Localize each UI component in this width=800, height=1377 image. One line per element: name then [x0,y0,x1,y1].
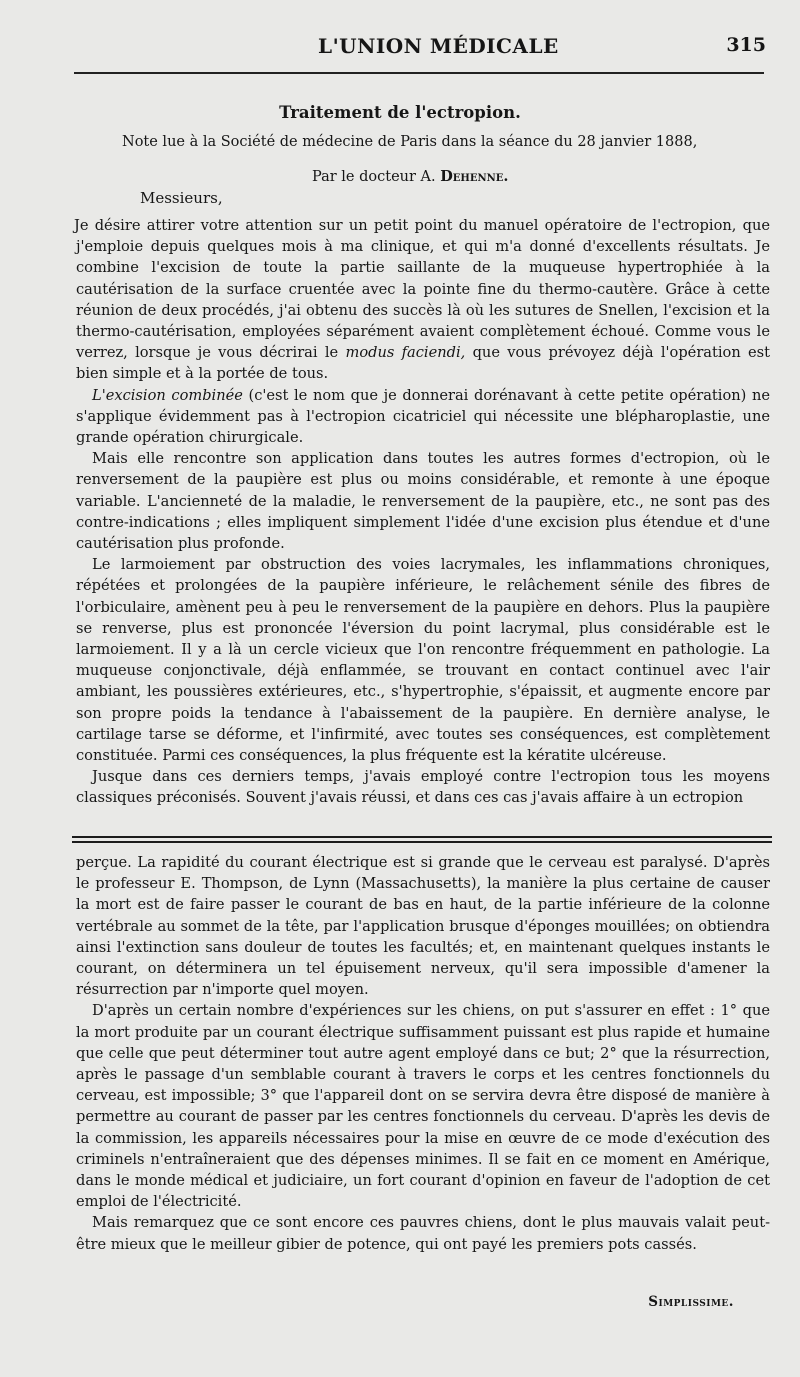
paragraph: Jusque dans ces derniers temps, j'avais employé contre l'ectropion tous les moyens classiques préconisés. Souvent j'avais réussi, et dans ces cas j'avais affaire à un ectropion [76,768,770,807]
paragraph: D'après un certain nombre d'expériences sur les chiens, on put s'assurer en effet : 1° que la mort produite par un courant électrique suffisamment puissant est plus rapide et humaine que celle que peut déterminer tout autre agent employé dans ce but; 2° que la résurrection, après le passage d'un semblable courant à travers le corps et les centres fonctionnels du cerveau, est impossible; 3° que l'appareil dont on se servira devra être disposé de manière à permettre au courant de passer par les centres fonctionnels du cerveau. D'après les devis de la commission, les appareils nécessaires pour la mise en œuvre de ce mode d'exécution des criminels n'entraîneraient que des dépenses minimes. Il se fait en ce moment en Amérique, dans le monde médical et judiciaire, un fort courant d'opinion en faveur de l'adoption de cet emploi de l'électricité. [76,1002,770,1211]
article-note: Note lue à la Société de médecine de Paris dans la séance du 28 janvier 1888, [122,134,698,150]
feuilleton-rule-bottom [72,841,772,843]
paragraph-text: que vous prévoyez déjà l'opération est bien simple et à la portée de tous. [76,344,771,383]
paragraph: Mais elle rencontre son application dans toutes les autres formes d'ectropion, où le renversement de la paupière est plus ou moins considérable, et remonte à une époque variable. L'ancienneté de la maladie, le renversement de la paupière, etc., ne sont pas des contre-indications ; elles impliquent simplement l'idée d'une excision plus étendue et d'une cautérisation plus profonde. [76,450,770,553]
header-rule [74,72,764,74]
article-body [76,215,770,809]
paragraph-text: (c'est le nom que je donnerai dorénavant à cette petite opération) ne s'applique évidemment pas à l'ectropion cicatriciel qui nécessite une blépharoplastie, une grande opération chirurgicale. [76,386,770,447]
running-header [70,34,770,64]
salutation: Messieurs, [140,189,223,207]
byline-author: Dehenne. [440,168,509,185]
byline [312,168,508,185]
page-number: 315 [726,34,766,56]
paragraph [76,215,770,385]
paragraph-emphasis: L'excision combinée [92,386,243,404]
byline-prefix: Par le docteur A. [312,169,441,185]
paragraph-emphasis: modus faciendi, [345,344,466,362]
article-title: Traitement de l'ectropion. [279,103,521,122]
feuilleton-body [76,852,770,1255]
paragraph: Mais remarquez que ce sont encore ces pauvres chiens, dont le plus mauvais valait peut-être mieux que le meilleur gibier de potence, qui ont payé les premiers pots cassés. [76,1214,770,1253]
paragraph-text: Je désire attirer votre attention sur un petit point du manuel opératoire de l'ectropion, que j'emploie depuis quelques mois à ma clinique, et qui m'a donné d'excellents résultats. Je combine l'excision de toute la partie saillante de la muqueuse hypertrophiée à la cautérisation de la surface cruentée avec la pointe fine du thermo-cautère. Grâce à cette réunion de deux procédés, j'ai obtenu des succès là où les sutures de Snellen, l'excision et la thermo-cautérisation, employées séparément avaient complètement échoué. Comme vous le verrez, lorsque je vous décrirai le [74,217,770,362]
paragraph: perçue. La rapidité du courant électrique est si grande que le cerveau est paralysé. D'après le professeur E. Thompson, de Lynn (Massachusetts), la manière la plus certaine de causer la mort est de faire passer le courant de bas en haut, de la partie inférieure de la colonne vertébrale au sommet de la tête, par l'application brusque d'éponges mouillées; on obtiendra ainsi l'extinction sans douleur de toutes les facultés; et, en maintenant quelques instants le courant, on déterminera un tel épuisement nerveux, qu'il sera impossible d'amener la résurrection par n'importe quel moyen. [76,854,770,999]
journal-title: L'UNION MÉDICALE [318,34,559,58]
signature: Simplissime. [648,1294,734,1310]
paragraph [76,385,770,449]
paragraph: Le larmoiement par obstruction des voies lacrymales, les inflammations chroniques, répétées et prolongées de la paupière inférieure, le relâchement sénile des fibres de l'orbiculaire, amènent peu à peu le renversement de la paupière en dehors. Plus la paupière se renverse, plus est prononcée l'éversion du point lacrymal, plus considérable est le larmoiement. Il y a là un cercle vicieux que l'on rencontre fréquemment en pathologie. La muqueuse conjonctivale, déjà enflammée, se trouvant en contact continuel avec l'air ambiant, les poussières extérieures, etc., s'hypertrophie, s'épaissit, et augmente encore par son propre poids la tendance à l'abaissement de la paupière. En dernière analyse, le cartilage tarse se déforme, et l'infirmité, avec toutes ses conséquences, est complètement constituée. Parmi ces conséquences, la plus fréquente est la kératite ulcéreuse. [76,556,770,765]
feuilleton-rule-top [72,836,772,838]
